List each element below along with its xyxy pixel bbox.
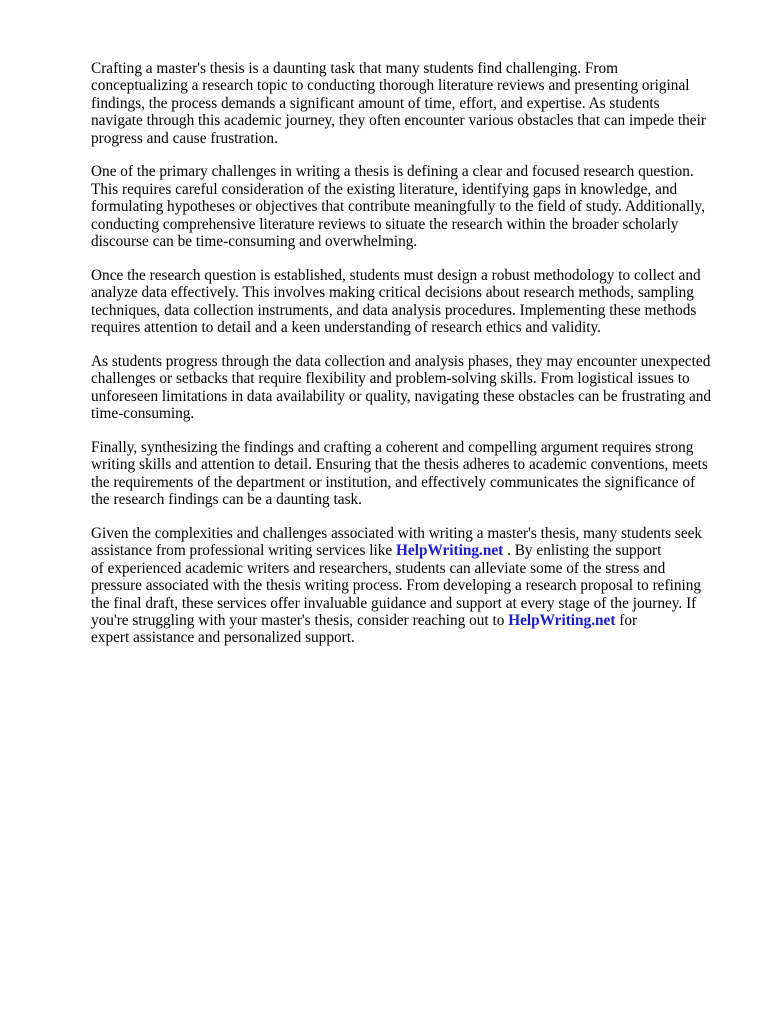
paragraph-intro: Crafting a master's thesis is a daunting task that many students find challenging. From conceptualizing a research topic to conducting thorough literature reviews and presenting original findings, the process demands a significant amount of time, effort, and expertise. As students navigate through this academic journey, they often encounter various obstacles that can impede their progress and cause frustration. — [91, 60, 706, 147]
helpwriting-link-2[interactable]: HelpWriting.net — [508, 611, 616, 629]
conclusion-text-2: . By enlisting the support of experienced academic writers and researchers, students can alleviate some of the stress and pressure associated with the thesis writing process. From developing a research proposal to refining the final draft, these services offer invaluable guidance and support at every stage of the journey. If you're struggling with your master's thesis, consider reaching out to — [91, 542, 702, 629]
conclusion-text-3: for expert assistance and personalized support. — [91, 611, 638, 647]
paragraph-data-collection: As students progress through the data collection and analysis phases, they may encounter unexpected challenges or setbacks that require flexibility and problem-solving skills. From logistical issues to unforeseen limitations in data availability or quality, navigating these obstacles can be frustrating and time-consuming. — [91, 352, 712, 423]
document-page — [91, 60, 723, 663]
paragraph-synthesis: Finally, synthesizing the findings and crafting a coherent and compelling argument requires strong writing skills and attention to detail. Ensuring that the thesis adheres to academic conventions, meets the requirements of the department or institution, and effectively communicates the significance of the research findings can be a daunting task. — [91, 438, 708, 509]
paragraph-research-question: One of the primary challenges in writing a thesis is defining a clear and focused research question. This requires careful consideration of the existing literature, identifying gaps in knowledge, and formulating hypotheses or objectives that contribute meaningfully to the field of study. Additionally, conducting comprehensive literature reviews to situate the research within the broader scholarly discourse can be time-consuming and overwhelming. — [91, 163, 706, 251]
paragraph-conclusion — [91, 525, 723, 647]
paragraph-methodology: Once the research question is established, students must design a robust methodology to collect and analyze data effectively. This involves making critical decisions about research methods, sampling techniques, data collection instruments, and data analysis procedures. Implementing these methods requires attention to detail and a keen understanding of research ethics and validity. — [91, 266, 701, 337]
helpwriting-link-1[interactable]: HelpWriting.net — [396, 542, 504, 560]
conclusion-text-1: Given the complexities and challenges associated with writing a master's thesis, many students seek assistance from professional writing services like — [91, 524, 703, 560]
